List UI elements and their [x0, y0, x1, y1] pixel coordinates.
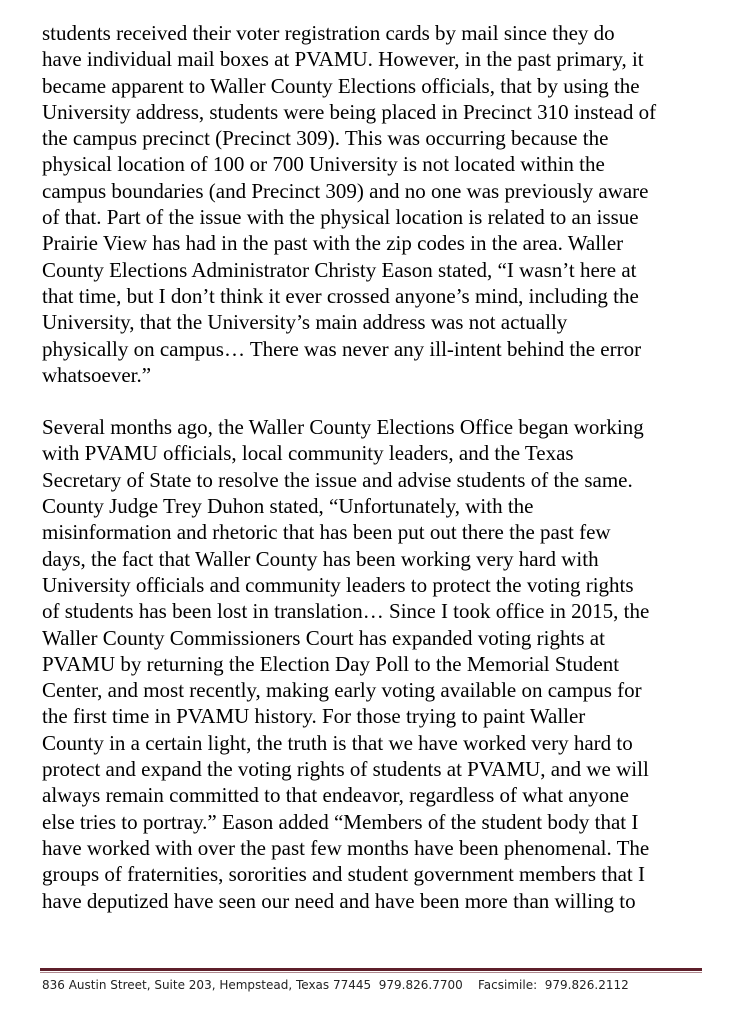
text-line: County Elections Administrator Christy Eason stated, “I wasn’t here at [42, 257, 637, 282]
text-line: University officials and community leaders to protect the voting rights [42, 572, 634, 597]
text-line: misinformation and rhetoric that has been put out there the past few [42, 520, 611, 545]
text-line: Prairie View has had in the past with the zip codes in the area. Waller [42, 231, 624, 256]
text-line: that time, but I don’t think it ever crossed anyone’s mind, including the [42, 283, 639, 308]
footer-divider [40, 968, 702, 971]
text-line: always remain committed to that endeavor, regardless of what anyone [42, 783, 629, 808]
text-line: groups of fraternities, sororities and student government members that I [42, 862, 646, 887]
text-line: have individual mail boxes at PVAMU. However, in the past primary, it [42, 47, 644, 72]
text-line: University, that the University’s main address was not actually [42, 310, 568, 335]
document-body [42, 20, 722, 914]
text-line: whatsoever.” [42, 362, 152, 387]
text-line: PVAMU by returning the Election Day Poll to the Memorial Student [42, 651, 620, 676]
text-line: protect and expand the voting rights of students at PVAMU, and we will [42, 757, 649, 782]
text-line: students received their voter registration cards by mail since they do [42, 21, 615, 45]
text-line: Waller County Commissioners Court has expanded voting rights at [42, 625, 605, 650]
text-line: County Judge Trey Duhon stated, “Unfortunately, with the [42, 494, 534, 519]
paragraph-2 [42, 414, 722, 914]
footer-divider-accent [40, 972, 702, 973]
text-line: the campus precinct (Precinct 309). This was occurring because the [42, 126, 609, 151]
text-line: have deputized have seen our need and have been more than willing to [42, 888, 636, 913]
text-line: Several months ago, the Waller County Elections Office began working [42, 415, 644, 440]
footer-address: 836 Austin Street, Suite 203, Hempstead, Texas 77445 979.826.7700 Facsimile: 979.826.2112 [42, 978, 629, 992]
text-line: Secretary of State to resolve the issue and advise students of the same. [42, 467, 633, 492]
paragraph-spacer [42, 388, 722, 414]
text-line: else tries to portray.” Eason added “Members of the student body that I [42, 809, 639, 834]
text-line: physical location of 100 or 700 University is not located within the [42, 152, 605, 177]
text-line: campus boundaries (and Precinct 309) and no one was previously aware [42, 178, 649, 203]
text-line: days, the fact that Waller County has been working very hard with [42, 546, 599, 571]
text-line: County in a certain light, the truth is that we have worked very hard to [42, 730, 633, 755]
text-line: have worked with over the past few months have been phenomenal. The [42, 835, 650, 860]
text-line: became apparent to Waller County Elections officials, that by using the [42, 73, 640, 98]
text-line: with PVAMU officials, local community leaders, and the Texas [42, 441, 574, 466]
text-line: the first time in PVAMU history. For those trying to paint Waller [42, 704, 586, 729]
text-line: of students has been lost in translation… Since I took office in 2015, the [42, 599, 650, 624]
text-line: physically on campus… There was never any ill-intent behind the error [42, 336, 642, 361]
text-line: of that. Part of the issue with the physical location is related to an issue [42, 205, 639, 230]
text-line: University address, students were being placed in Precinct 310 instead of [42, 99, 657, 124]
text-line: Center, and most recently, making early voting available on campus for [42, 678, 642, 703]
paragraph-1 [42, 20, 722, 388]
